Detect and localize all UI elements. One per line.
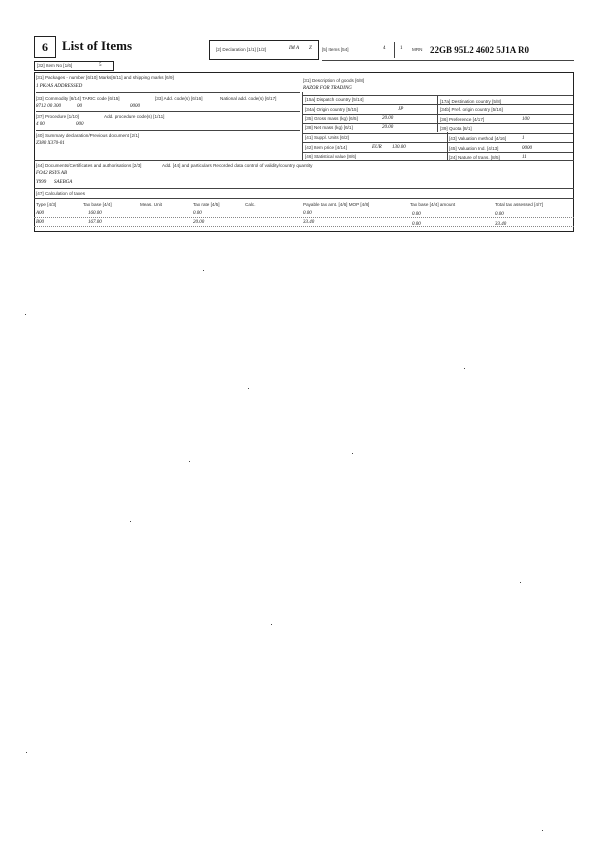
scan-speck bbox=[520, 582, 521, 583]
valuation-method-value: 1 bbox=[522, 136, 525, 141]
items-label: [5] Items [54] bbox=[322, 47, 349, 52]
mrn-value: 22GB 95L2 4602 5J1A R0 bbox=[430, 45, 530, 55]
origin-value: JP bbox=[398, 107, 404, 112]
scan-speck bbox=[464, 368, 465, 369]
tax-header-total: Total tax assessed [4/7] bbox=[495, 202, 544, 207]
scan-speck bbox=[26, 752, 27, 753]
scan-speck bbox=[130, 521, 131, 522]
calculation-label: [47] Calculation of taxes bbox=[36, 191, 86, 196]
packages-label: [31] Packages - number [6/10] Marks[6/11] and shipping marks [6/9] bbox=[36, 75, 174, 80]
scan-speck bbox=[271, 624, 272, 625]
tax-row-2-rate: 20.00 bbox=[193, 220, 205, 225]
scan-speck bbox=[203, 270, 204, 271]
pref-origin-label: [34b] Pref. origin country [5/16] bbox=[440, 107, 503, 112]
preference-label: [36] Preference [4/17] bbox=[440, 117, 485, 122]
item-number-label: [32] Item No [1/6] bbox=[37, 63, 73, 68]
scan-speck bbox=[542, 830, 543, 831]
preference-value: 100 bbox=[522, 117, 530, 122]
valuation-method-label: [43] Valuation method [4/16] bbox=[449, 136, 507, 141]
scan-speck bbox=[248, 388, 249, 389]
item-price-label: [42] Item price [4/14] bbox=[305, 145, 347, 150]
net-mass-value: 20.00 bbox=[382, 125, 394, 130]
statistical-value-label: [46] Statistical value [8/6] bbox=[305, 154, 357, 159]
nature-label: [24] Nature of trans. [8/5] bbox=[449, 155, 500, 160]
item-number-box bbox=[34, 61, 114, 71]
national-code-label: National add. code(s) [6/17] bbox=[220, 96, 277, 101]
mrn-label: MRN bbox=[412, 47, 423, 52]
tax-row-2-base: 167.00 bbox=[88, 220, 102, 225]
page-number: 6 bbox=[42, 40, 48, 54]
procedure-value: 4 00 bbox=[36, 122, 45, 127]
tax-header-base: Tax base [4/4] bbox=[83, 202, 112, 207]
gross-mass-label: [35] Gross mass (kg) [6/5] bbox=[305, 116, 358, 121]
page-number-box bbox=[34, 36, 56, 58]
procedure-value-2: 000 bbox=[76, 122, 84, 127]
tax-row-1-rate: 0.00 bbox=[193, 211, 202, 216]
tax-header-calc: Calc. bbox=[245, 202, 256, 207]
page-title: List of Items bbox=[62, 38, 133, 53]
document-value-1: FO42 RSYS AB bbox=[36, 171, 68, 176]
scan-speck bbox=[189, 461, 190, 462]
dispatch-label: [15a] Dispatch country [5/14] bbox=[305, 97, 364, 102]
commodity-label: [33] Commodity [6/14] TARIC code [6/15] bbox=[36, 96, 120, 101]
scan-speck bbox=[352, 453, 353, 454]
tax-row-2-total: 33.40 bbox=[495, 222, 507, 227]
declaration-value: IM A bbox=[289, 46, 300, 51]
item-number-value: 5 bbox=[99, 63, 102, 68]
declaration-code: Z bbox=[309, 46, 312, 51]
tax-header-payable: Payable tax amt. [4/6] MOP [4/8] bbox=[303, 202, 370, 207]
declaration-box bbox=[209, 40, 319, 60]
document-value-2: Y999 bbox=[36, 180, 47, 185]
item-price-value: 130.00 bbox=[392, 145, 406, 150]
packages-value: 1 PK/AS ADDRESSED bbox=[36, 84, 83, 89]
items-value: 4 bbox=[383, 46, 386, 51]
tax-row-1-total: 0.00 bbox=[495, 212, 504, 217]
commodity-value-2: 00 bbox=[77, 104, 82, 109]
tax-row-1-type: A00 bbox=[36, 211, 45, 216]
tax-header-amount: Tax base [4/4] amount bbox=[410, 202, 456, 207]
box-value: 1 bbox=[400, 46, 403, 51]
valuation-ind-label: [45] Valuation Ind. [4/13] bbox=[449, 146, 499, 151]
commodity-value: 8712 00 300 bbox=[36, 104, 61, 109]
add-code-label: [33] Add. code(s) [6/16] bbox=[155, 96, 203, 101]
document-value-3: SAEBGA bbox=[54, 180, 73, 185]
quota-label: [39] Quota [8/1] bbox=[440, 126, 472, 131]
tax-row-1-amount: 0.00 bbox=[412, 212, 421, 217]
tax-header-type: Type [4/3] bbox=[36, 202, 57, 207]
scan-speck bbox=[25, 314, 26, 315]
procedure-label: [37] Procedure [1/10] bbox=[36, 114, 79, 119]
summary-value: Z380 X370-01 bbox=[36, 141, 65, 146]
origin-label: [34a] Origin country [5/15] bbox=[305, 107, 358, 112]
documents-sub-label: Add. [44] and particulars Recorded data control of validity/country quantity bbox=[162, 163, 313, 168]
tax-row-1-base: 160.00 bbox=[88, 211, 102, 216]
tax-row-2-payable: 33.40 bbox=[303, 220, 315, 225]
add-code-value: 0000 bbox=[130, 104, 140, 109]
net-mass-label: [38] Net mass (kg) [6/1] bbox=[305, 125, 353, 130]
gross-mass-value: 20.00 bbox=[382, 116, 394, 121]
tax-header-unit: Meas. Unit bbox=[140, 202, 162, 207]
supplementary-units-label: [41] Suppl. Units [6/2] bbox=[305, 135, 349, 140]
tax-row-2-amount: 0.00 bbox=[412, 222, 421, 227]
description-value: RAZOR FOR TRADING bbox=[303, 86, 352, 91]
declaration-label: [2] Declaration [1/1] [1/2] bbox=[216, 47, 267, 52]
nature-value: 11 bbox=[522, 155, 527, 160]
summary-label: [40] Summary declaration/Previous document [2/1] bbox=[36, 133, 140, 138]
description-label: [31] Description of goods [6/8] bbox=[303, 78, 365, 83]
tax-header-rate: Tax rate [4/5] bbox=[193, 202, 220, 207]
tax-row-1-payable: 0.00 bbox=[303, 211, 312, 216]
destination-label: [17a] Destination country [5/8] bbox=[440, 99, 502, 104]
tax-row-2-type: B00 bbox=[36, 220, 45, 225]
item-price-currency: EUR bbox=[372, 145, 382, 150]
valuation-ind-value: 0000 bbox=[522, 146, 532, 151]
add-procedure-label: Add. procedure code(s) [1/11] bbox=[104, 114, 165, 119]
documents-label: [44] Documents/Certificates and authorisations [2/3] bbox=[36, 163, 142, 168]
